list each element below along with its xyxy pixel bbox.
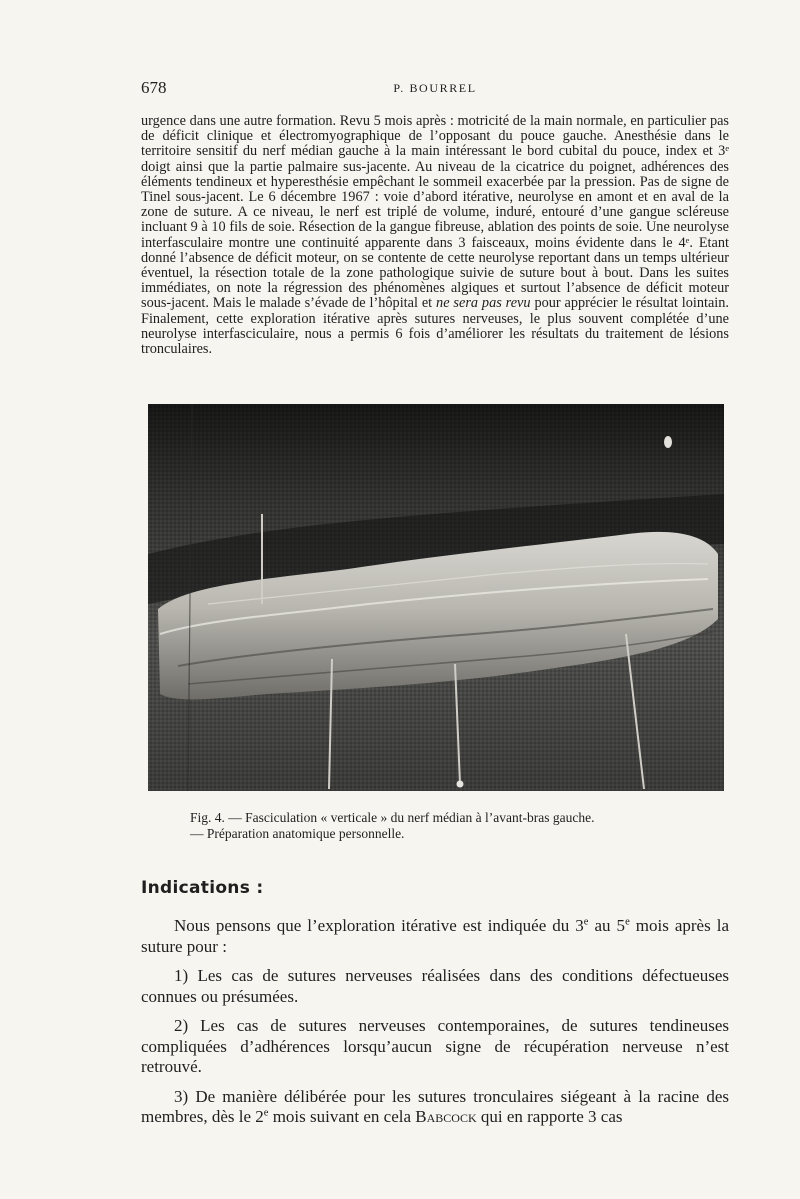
indications-intro bbox=[141, 916, 729, 957]
indication-item-1: 1) Les cas de sutures nerveuses réalisées dans des conditions défectueuses connues ou présumées. bbox=[141, 966, 729, 1006]
case-report-paragraph bbox=[141, 114, 729, 357]
caption-line-1: Fig. 4. — Fasciculation « verticale » du nerf médian à l’avant-bras gauche. bbox=[190, 810, 595, 825]
case-text-italic: ne sera pas revu bbox=[436, 295, 531, 312]
item3-text-a: 3) De manière délibérée pour les sutures tronculaires siégeant à la racine des membres, dès le 2 bbox=[141, 1086, 729, 1126]
intro-sup-1: e bbox=[583, 916, 589, 928]
page-number: 678 bbox=[141, 78, 167, 97]
author-name-babcock: Babcock bbox=[415, 1107, 477, 1126]
running-title: P. BOURREL bbox=[393, 81, 477, 95]
caption-line-2: — Préparation anatomique personnelle. bbox=[190, 826, 405, 841]
figure-photograph bbox=[148, 404, 724, 791]
item3-text-c: qui en rapporte 3 cas bbox=[476, 1107, 623, 1126]
case-text-part-2: pour apprécier le résultat lointain. Finalement, cette exploration itérative après sutures nerveuses, le plus souvent complétée d’une neurolyse interfasciculaire, nous a permis 6 fois d’améliorer les résultats du traitement de lésions tronculaires. bbox=[141, 295, 729, 358]
item3-text-b: mois suivant en cela bbox=[268, 1107, 416, 1126]
running-head bbox=[141, 78, 729, 100]
indication-item-3 bbox=[141, 1087, 729, 1128]
indications-body bbox=[141, 916, 729, 1137]
intro-text-c: mois après la suture pour : bbox=[141, 916, 730, 956]
section-heading: Indications : bbox=[141, 878, 264, 898]
figure-caption bbox=[190, 810, 710, 842]
intro-sup-2: e bbox=[625, 916, 630, 928]
item3-sup: e bbox=[263, 1107, 269, 1119]
intro-text-b: au 5 bbox=[588, 916, 626, 935]
intro-text-a: Nous pensons que l’exploration itérative est indiquée du 3 bbox=[174, 916, 584, 935]
indication-item-2: 2) Les cas de sutures nerveuses contemporaines, de sutures tendineuses compliquées d’adhérences lorsqu’aucun signe de récupération nerveuse n’est retrouvé. bbox=[141, 1016, 729, 1076]
case-text-part-1: urgence dans une autre formation. Revu 5 mois après : motricité de la main normale, en particulier pas de déficit clinique et électromyographique de l’opposant du pouce gauche. Anesthésie dans le territoire sensitif du nerf médian gauche à la main intéressant le bord cubital du pouce, index et 3ᵉ doigt ainsi que la partie palmaire sus-jacente. Au niveau de la cicatrice du poignet, adhérences des éléments tendineux et hyperesthésie empêchant le sommeil exacerbée par la pression. Pas de signe de Tinel sous-jacent. Le 6 décembre 1967 : voie d’abord itérative, neurolyse en amont et en aval de la zone de suture. A ce niveau, le nerf est triplé de volume, induré, entouré d’une gangue scléreuse incluant 9 à 10 fils de soie. Résection de la gangue fibreuse, ablation des points de soie. Une neurolyse interfasculaire montre une continuité apparente dans 3 faisceaux, moins évidente dans le 4ᵉ. Etant donné l’absence de déficit moteur, on se contente de cette neurolyse reportant dans un temps ultérieur éventuel, la résection totale de la zone pathologique suivie de suture bout à bout. Dans les suites immédiates, on note la régression des phénomènes algiques et surtout l’absence de déficit moteur sous-jacent. Mais le malade s’évade de l’hôpital et bbox=[141, 113, 729, 312]
